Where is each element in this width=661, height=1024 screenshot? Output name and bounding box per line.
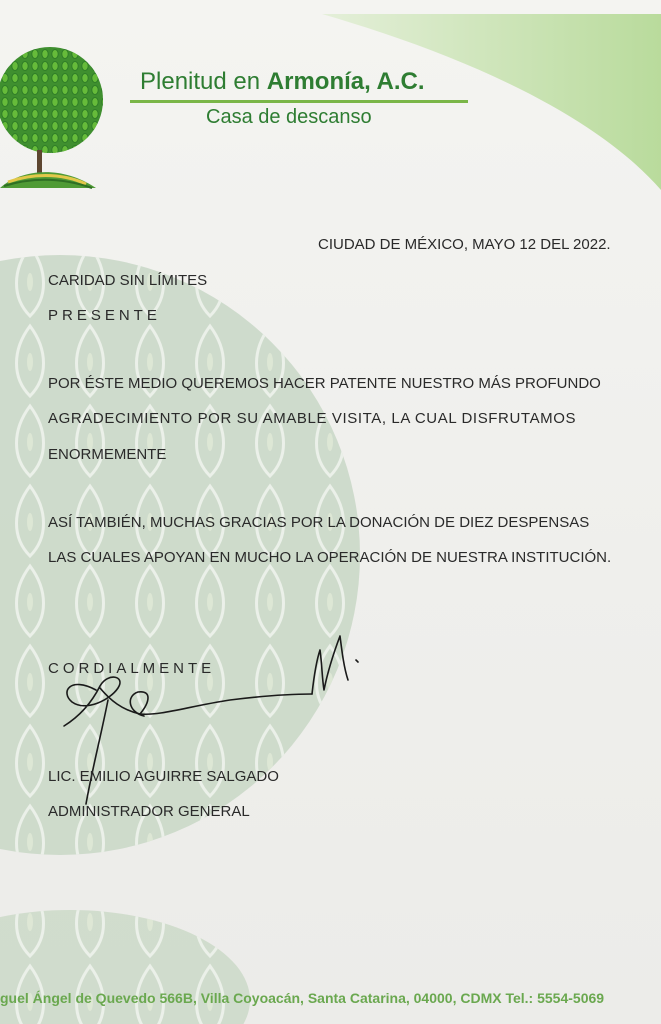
presente-line: PRESENTE [48, 307, 161, 324]
paragraph-1-line-1: POR ÉSTE MEDIO QUEREMOS HACER PATENTE NUESTRO MÁS PROFUNDO [48, 375, 601, 392]
paragraph-2-line-1: ASÍ TAMBIÉN, MUCHAS GRACIAS POR LA DONACIÓN DE DIEZ DESPENSAS [48, 514, 590, 531]
paragraph-1-line-2: AGRADECIMIENTO POR SU AMABLE VISITA, LA CUAL DISFRUTAMOS [48, 410, 577, 427]
organization-name-bold: Armonía, A.C. [266, 68, 425, 95]
paragraph-2-line-2: LAS CUALES APOYAN EN MUCHO LA OPERACIÓN DE NUESTRA INSTITUCIÓN. [48, 549, 612, 566]
organization-subtitle: Casa de descanso [206, 106, 372, 128]
paragraph-1-line-3: ENORMEMENTE [48, 446, 167, 463]
signer-name: LIC. EMILIO AGUIRRE SALGADO [48, 768, 279, 785]
organization-name-prefix: Plenitud en [140, 68, 261, 95]
recipient: CARIDAD SIN LÍMITES [48, 272, 208, 289]
closing-line: CORDIALMENTE [48, 660, 216, 677]
date-line: CIUDAD DE MÉXICO, MAYO 12 DEL 2022. [318, 236, 611, 253]
footer-address: guel Ángel de Quevedo 566B, Villa Coyoacán, Santa Catarina, 04000, CDMX Tel.: 5554-5069 [0, 990, 605, 1006]
signer-title: ADMINISTRADOR GENERAL [48, 803, 250, 820]
